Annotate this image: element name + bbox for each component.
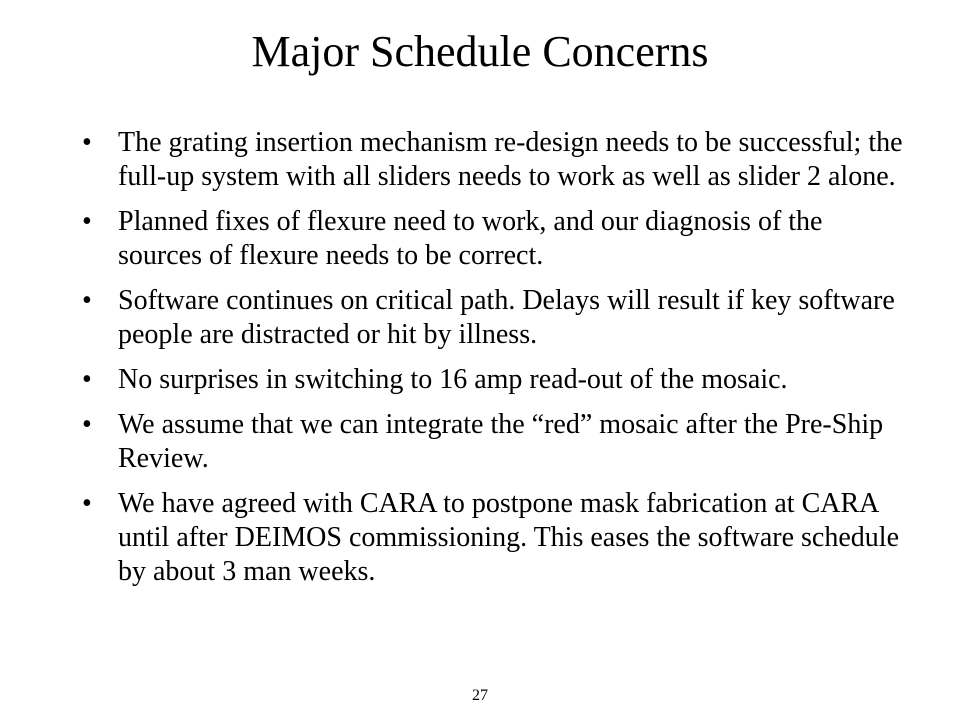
bullet-text: We have agreed with CARA to postpone mask fabrication at CARA until after DEIMOS commissioning. This eases the software schedule by about 3 man weeks. — [118, 488, 899, 587]
bullet-item — [82, 284, 912, 352]
slide-title: Major Schedule Concerns — [251, 27, 709, 76]
bullet-item — [82, 487, 912, 589]
bullet-list — [82, 126, 912, 600]
bullet-icon: • — [82, 409, 92, 440]
bullet-item — [82, 408, 912, 476]
page-number: 27 — [472, 687, 488, 704]
bullet-text: No surprises in switching to 16 amp read-out of the mosaic. — [118, 364, 788, 395]
bullet-text: Planned fixes of flexure need to work, and our diagnosis of the sources of flexure needs to be correct. — [118, 206, 823, 271]
bullet-text: We assume that we can integrate the “red” mosaic after the Pre-Ship Review. — [118, 409, 884, 474]
bullet-icon: • — [82, 488, 92, 519]
bullet-item — [82, 363, 912, 397]
bullet-icon: • — [82, 285, 92, 316]
bullet-icon: • — [82, 364, 92, 395]
bullet-icon: • — [82, 206, 92, 237]
bullet-text: The grating insertion mechanism re-design needs to be successful; the full-up system with all sliders needs to work as well as slider 2 alone. — [118, 127, 903, 192]
bullet-item — [82, 126, 912, 194]
bullet-icon: • — [82, 127, 92, 158]
bullet-item — [82, 205, 912, 273]
bullet-text: Software continues on critical path. Delays will result if key software people are distracted or hit by illness. — [118, 285, 895, 350]
